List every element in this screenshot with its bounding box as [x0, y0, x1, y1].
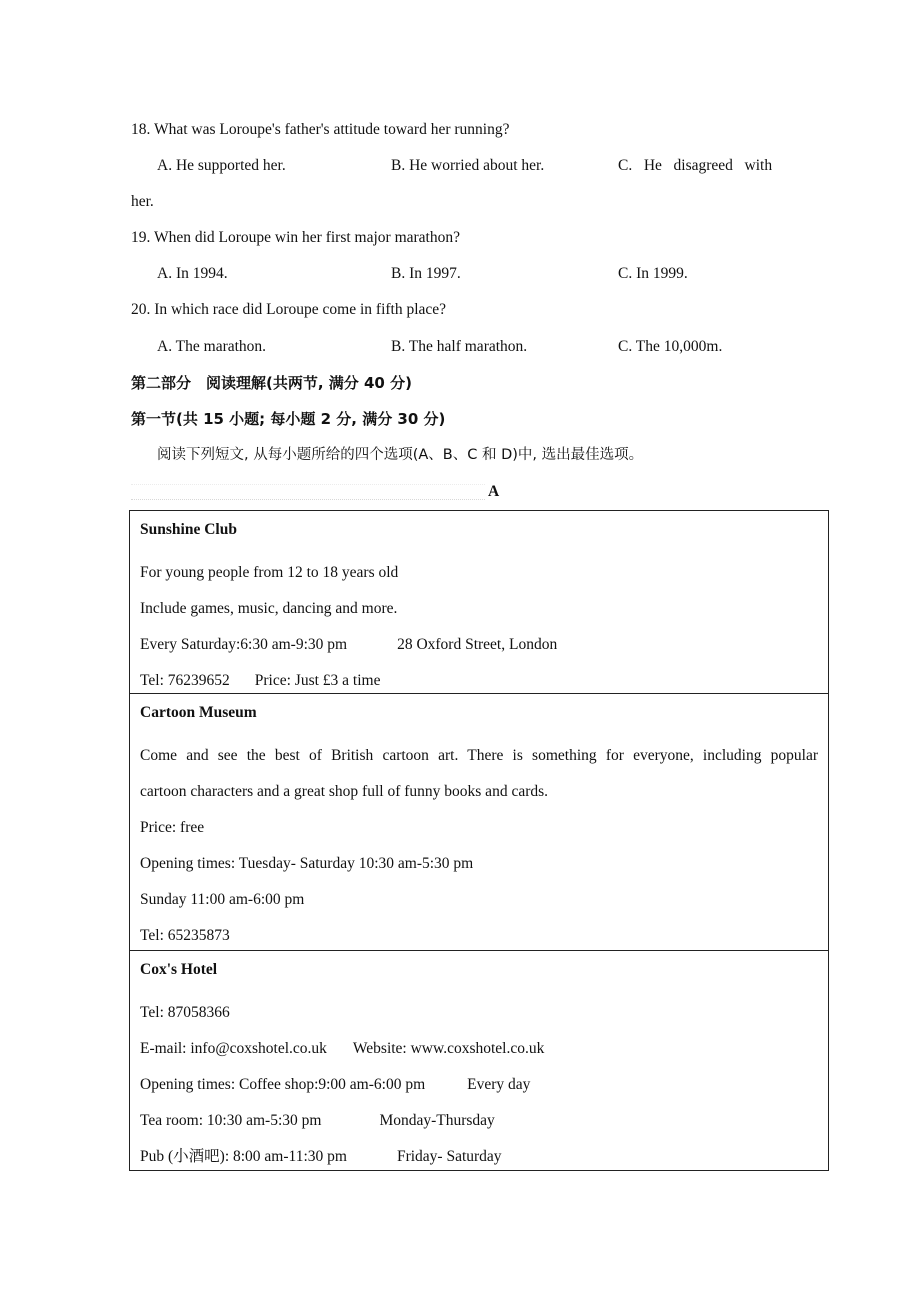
ad-price: Price: Just £3 a time — [254, 672, 381, 689]
ad-line: cartoon characters and a great shop full of funny books and cards. — [140, 783, 549, 800]
ad-line — [140, 627, 818, 663]
ad-pub-days: Friday- Saturday — [396, 1148, 502, 1165]
question-20-option-b[interactable]: B. The half marathon. — [391, 338, 528, 355]
ad-coxs-hotel — [130, 951, 828, 1170]
passage-label: A — [488, 483, 500, 500]
ad-coffee-hours: Opening times: Coffee shop:9:00 am-6:00 pm — [140, 1076, 426, 1093]
ad-coffee-days: Every day — [467, 1076, 531, 1093]
ad-title: Cox's Hotel — [140, 961, 218, 978]
ad-line — [140, 1139, 818, 1175]
question-19-text: 19. When did Loroupe win her first major marathon? — [131, 229, 460, 246]
instruction-text: 阅读下列短文, 从每小题所给的四个选项(A、B、C 和 D)中, 选出最佳选项。 — [157, 447, 644, 463]
part-title: 第二部分 阅读理解(共两节, 满分 40 分) — [131, 374, 412, 392]
ad-line — [140, 1103, 818, 1139]
ad-line — [140, 1067, 818, 1103]
question-20-option-c[interactable]: C. The 10,000m. — [618, 338, 723, 355]
ad-line: Price: free — [140, 819, 205, 836]
ad-line: Sunday 11:00 am-6:00 pm — [140, 891, 305, 908]
ad-line: Tel: 65235873 — [140, 927, 230, 944]
ad-line: Include games, music, dancing and more. — [140, 600, 398, 617]
dotted-placeholder — [131, 484, 485, 500]
subsection-title: 第一节(共 15 小题; 每小题 2 分, 满分 30 分) — [131, 410, 446, 428]
question-19-option-a[interactable]: A. In 1994. — [157, 265, 228, 282]
ad-tel: Tel: 76239652 — [140, 672, 230, 689]
question-18-option-a[interactable]: A. He supported her. — [157, 157, 286, 174]
ad-line — [140, 1031, 818, 1067]
question-20-option-a[interactable]: A. The marathon. — [157, 338, 267, 355]
question-18-option-c[interactable]: C. He disagreed with — [618, 157, 773, 174]
question-19-option-b[interactable]: B. In 1997. — [391, 265, 461, 282]
ad-title: Cartoon Museum — [140, 704, 257, 721]
ad-website: Website: www.coxshotel.co.uk — [352, 1040, 545, 1057]
ad-line: For young people from 12 to 18 years old — [140, 564, 399, 581]
question-20-text: 20. In which race did Loroupe come in fifth place? — [131, 301, 447, 318]
ad-sunshine-club — [130, 511, 828, 694]
ad-tearoom-days: Monday-Thursday — [379, 1112, 495, 1129]
ad-hours: Every Saturday:6:30 am-9:30 pm — [140, 636, 348, 653]
ad-cartoon-museum — [130, 694, 828, 951]
question-18-text: 18. What was Loroupe's father's attitude toward her running? — [131, 121, 510, 138]
ads-table — [129, 510, 829, 1171]
question-18-option-b[interactable]: B. He worried about her. — [391, 157, 545, 174]
ad-tearoom-hours: Tea room: 10:30 am-5:30 pm — [140, 1112, 322, 1129]
ad-title: Sunshine Club — [140, 521, 237, 538]
ad-line: Tel: 87058366 — [140, 1004, 230, 1021]
ad-pub-hours: Pub (小酒吧): 8:00 am-11:30 pm — [140, 1148, 347, 1165]
ad-line: Come and see the best of British cartoon art. There is something for everyone, including popular — [140, 747, 818, 764]
ad-address: 28 Oxford Street, London — [397, 636, 558, 653]
ad-line: Opening times: Tuesday- Saturday 10:30 am-5:30 pm — [140, 855, 474, 872]
ad-email: E-mail: info@coxshotel.co.uk — [140, 1040, 327, 1057]
question-18-option-c-wrap: her. — [131, 193, 154, 210]
question-19-option-c[interactable]: C. In 1999. — [618, 265, 688, 282]
